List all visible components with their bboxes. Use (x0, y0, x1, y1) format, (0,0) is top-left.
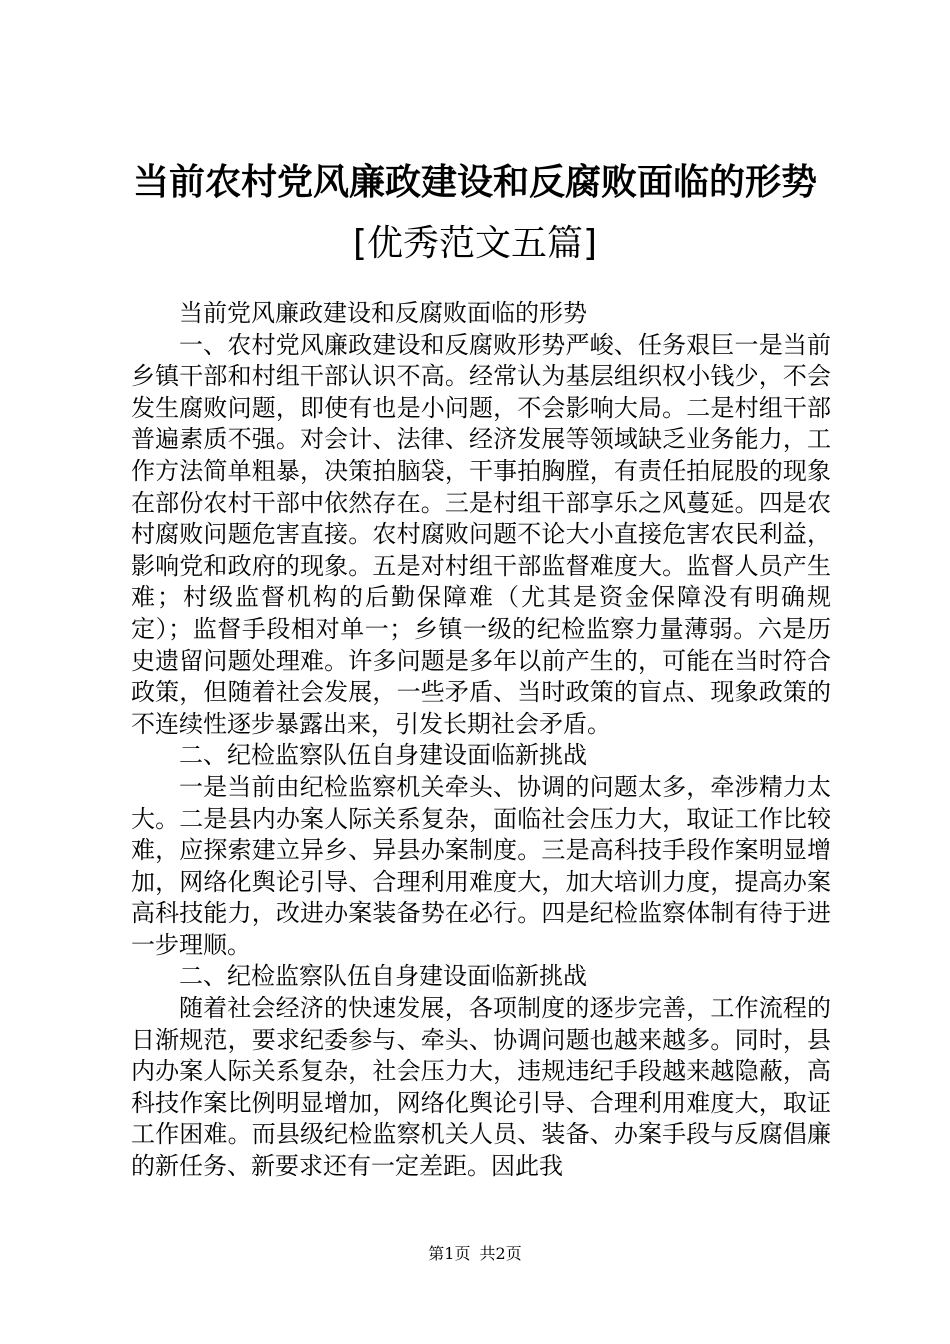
page-number: 第1页 (428, 1244, 471, 1263)
section-heading: 当前党风廉政建设和反腐败面临的形势 (179, 299, 587, 327)
page-footer (0, 1244, 950, 1264)
document-subtitle: [优秀范文五篇] (352, 223, 598, 264)
section-heading: 二、纪检监察队伍自身建设面临新挑战 (179, 741, 587, 770)
body-paragraph: 一、农村党风廉政建设和反腐败形势严峻、任务艰巨一是当前乡镇干部和村组干部认识不高。经常认为基层组织权小钱少，不会发生腐败问题，即使有也是小问题，不会影响大局。二是村组干部普遍素质不强。对会计、法律、经济发展等领域缺乏业务能力，工作方法简单粗暴，决策拍脑袋，干事拍胸膛，有责任拍屁股的现象在部份农村干部中依然存在。三是村组干部享乐之风蔓延。四是农村腐败问题危害直接。农村腐败问题不论大小直接危害农民利益，影响党和政府的现象。五是对村组干部监督难度大。监督人员产生难；村级监督机构的后勤保障难（尤其是资金保障没有明确规定）；监督手段相对单一；乡镇一级的纪检监察力量薄弱。六是历史遗留问题处理难。许多问题是多年以前产生的，可能在当时符合政策，但随着社会发展，一些矛盾、当时政策的盲点、现象政策的不连续性逐步暴露出来，引发长期社会矛盾。 (131, 330, 831, 738)
document-title: 当前农村党风廉政建设和反腐败面临的形势 (132, 162, 817, 203)
section-heading: 二、纪检监察队伍自身建设面临新挑战 (179, 962, 587, 991)
document-body (131, 298, 831, 1183)
body-paragraph: 一是当前由纪检监察机关牵头、协调的问题太多，牵涉精力太大。二是县内办案人际关系复杂，面临社会压力大，取证工作比较难，应探索建立异乡、异县办案制度。三是高科技手段作案明显增加，网络化舆论引导、合理利用难度大，加大培训力度，提高办案高科技能力，改进办案装备势在必行。四是纪检监察体制有待于进一步理顺。 (131, 772, 831, 959)
page-total: 共2页 (479, 1244, 522, 1263)
body-paragraph: 随着社会经济的快速发展，各项制度的逐步完善，工作流程的日渐规范，要求纪委参与、牵头、协调问题也越来越多。同时，县内办案人际关系复杂，社会压力大，违规违纪手段越来越隐蔽，高科技作案比例明显增加，网络化舆论引导、合理利用难度大，取证工作困难。而县级纪检监察机关人员、装备、办案手段与反腐倡廉的新任务、新要求还有一定差距。因此我 (131, 994, 831, 1181)
